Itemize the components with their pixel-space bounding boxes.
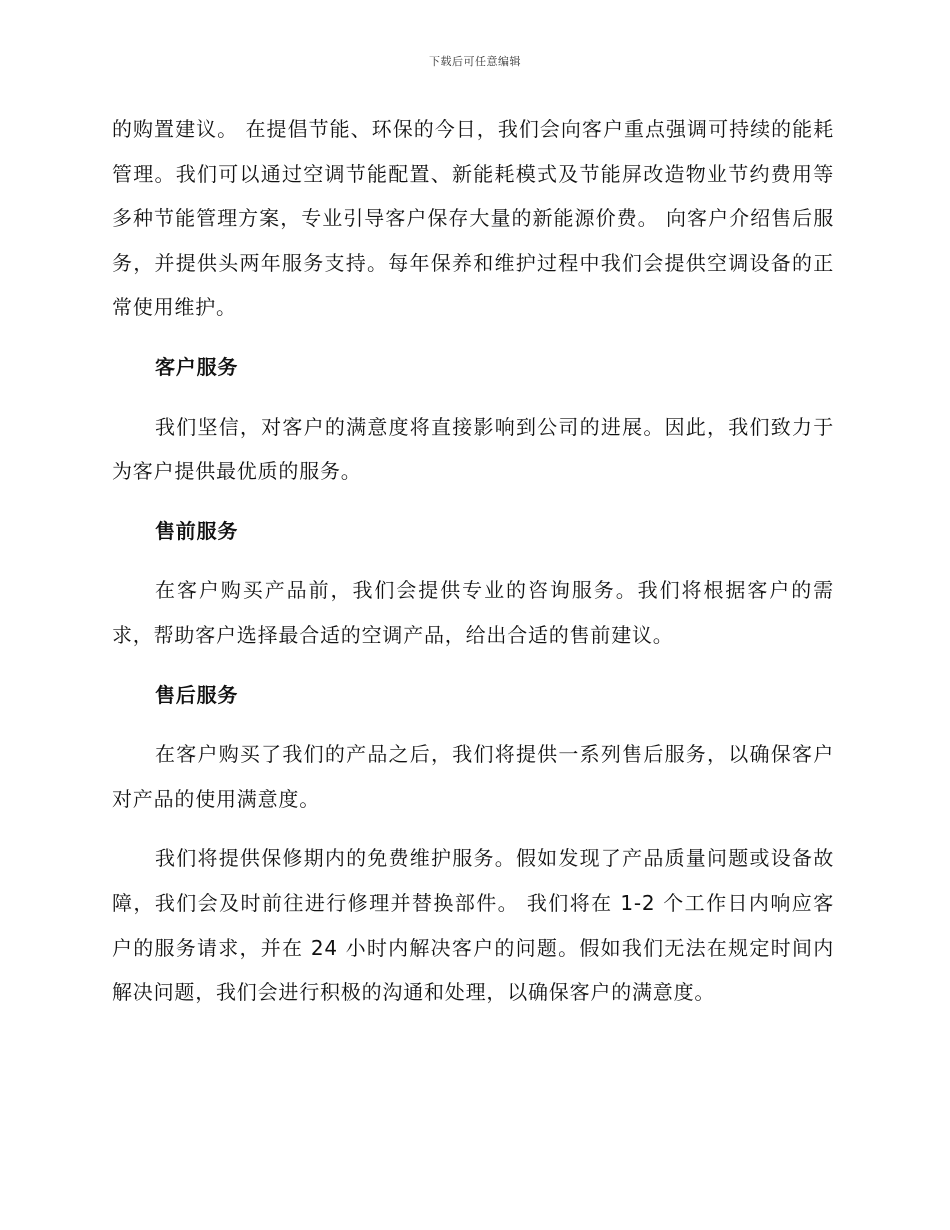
heading-presales-service: 售前服务 [155,518,239,543]
spacer [112,821,834,836]
document-body [112,107,834,1015]
paragraph-purchase-advice: 的购置建议。 在提倡节能、环保的今日，我们会向客户重点强调可持续的能耗管理。我们可以通过空调节能配置、新能耗模式及节能屏改造物业节约费用等多种节能管理方案，专业引导客户保存大量的新能源价费。 向客户介绍售后服务，并提供头两年服务支持。每年保养和维护过程中我们会提供空调设备的正常使用维护。 [112,117,834,320]
paragraph-aftersales-service: 在客户购买了我们的产品之后，我们将提供一系列售后服务，以确保客户对产品的使用满意度。 [112,742,834,811]
spacer [112,553,834,568]
heading-aftersales-service: 售后服务 [155,682,239,707]
spacer [112,390,834,405]
paragraph-presales-service: 在客户购买产品前，我们会提供专业的咨询服务。我们将根据客户的需求，帮助客户选择最合适的空调产品，给出合适的售前建议。 [112,578,834,647]
spacer [112,717,834,732]
paragraph-customer-service: 我们坚信，对客户的满意度将直接影响到公司的进展。因此，我们致力于为客户提供最优质的服务。 [112,414,834,484]
spacer [112,330,834,345]
page-header: 下载后可任意编辑 [429,55,521,68]
spacer [112,658,834,673]
paragraph-warranty-maintenance: 我们将提供保修期内的免费维护服务。假如发现了产品质量问题或设备故障，我们会及时前往进行修理并替换部件。 我们将在 1-2 个工作日内响应客户的服务请求，并在 24 小时内解决客户的问题。假如我们无法在规定时间内解决问题，我们会进行积极的沟通和处理，以确保客户的满意度。 [112,846,834,1005]
heading-customer-service: 客户服务 [155,354,239,379]
spacer [112,494,834,509]
